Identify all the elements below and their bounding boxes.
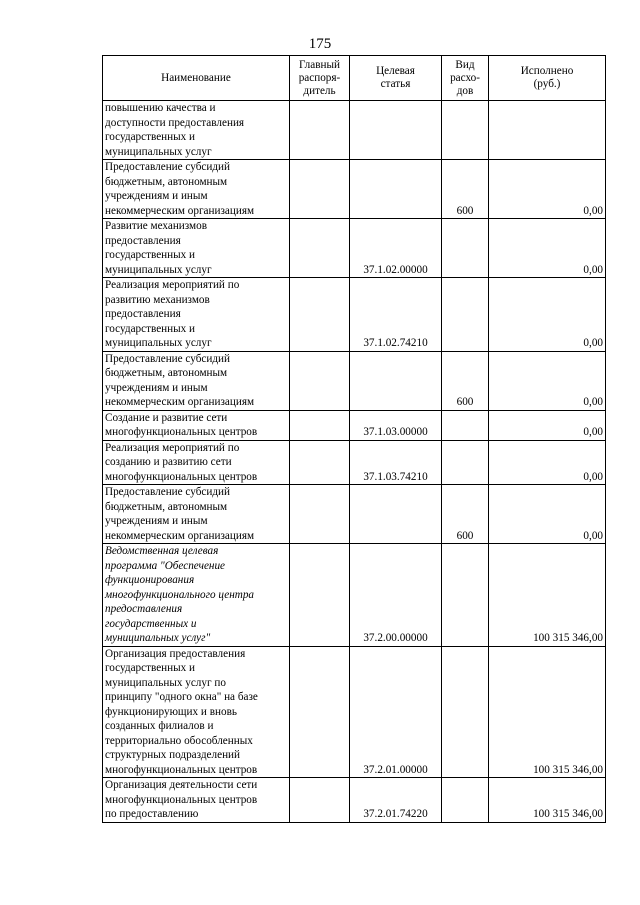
row-admin [290, 410, 350, 440]
row-name [103, 101, 290, 160]
row-name [103, 646, 290, 778]
row-name-line: учреждениям и иным [105, 515, 208, 527]
row-name-line: муниципальных услуг" [105, 632, 211, 644]
row-name-line: по предоставлению [105, 808, 199, 820]
row-admin [290, 278, 350, 352]
row-target [350, 160, 442, 219]
row-admin [290, 219, 350, 278]
row-kind [442, 544, 489, 647]
row-name-line: государственных и [105, 662, 196, 674]
row-sum: 0,00 [489, 351, 606, 410]
row-name-line: бюджетным, автономным [105, 367, 228, 379]
header-admin [290, 56, 350, 101]
row-name [103, 485, 290, 544]
row-name-line: Реализация мероприятий по [105, 279, 240, 291]
row-kind [442, 101, 489, 160]
row-name-line: многофункциональных центров [105, 763, 258, 776]
header-admin-line: распоря- [298, 71, 341, 84]
table-row [103, 410, 606, 440]
page-number: 175 [308, 36, 332, 52]
row-name-line: функционирования [105, 574, 195, 586]
row-kind: 600 [442, 351, 489, 410]
row-name-line: многофункциональных центров [105, 793, 258, 806]
row-name [103, 160, 290, 219]
header-target-line: статья [380, 78, 411, 90]
row-name [103, 410, 290, 440]
row-name-line: бюджетным, автономным [105, 500, 228, 513]
row-name-line: программа "Обеспечение [105, 559, 226, 572]
row-kind: 600 [442, 485, 489, 544]
row-name-line: Организация деятельности сети [105, 779, 258, 791]
table-row [103, 278, 606, 352]
row-name-line: учреждениям и иным [105, 190, 208, 202]
row-name-line: доступности предоставления [105, 116, 245, 129]
row-name-line: созданию и развитию сети [105, 456, 232, 468]
row-name-line: Предоставление субсидий [105, 486, 231, 498]
header-sum [489, 56, 606, 101]
row-target: 37.1.02.00000 [350, 219, 442, 278]
row-sum: 0,00 [489, 485, 606, 544]
row-kind: 600 [442, 160, 489, 219]
row-sum: 0,00 [489, 278, 606, 352]
budget-execution-table [102, 55, 606, 823]
row-name-line: муниципальных услуг [105, 263, 212, 276]
table-row [103, 219, 606, 278]
table-row [103, 778, 606, 823]
row-admin [290, 778, 350, 823]
row-sum: 0,00 [489, 410, 606, 440]
row-name-line: учреждениям и иным [105, 381, 208, 394]
row-sum: 100 315 346,00 [489, 778, 606, 823]
row-admin [290, 440, 350, 485]
row-target: 37.1.03.00000 [350, 410, 442, 440]
row-kind [442, 778, 489, 823]
table-row [103, 101, 606, 160]
row-name-line: повышению качества и [105, 102, 216, 114]
row-kind [442, 278, 489, 352]
row-kind [442, 219, 489, 278]
row-name-line: муниципальных услуг [105, 145, 212, 158]
row-name-line: государственных и [105, 131, 196, 143]
row-name-line: Организация предоставления [105, 647, 246, 660]
row-name-line: некоммерческим организациям [105, 204, 255, 217]
row-name-line: муниципальных услуг [105, 337, 212, 349]
header-target-line: Целевая [376, 65, 415, 77]
header-sum-line: (руб.) [533, 78, 561, 90]
row-target: 37.1.02.74210 [350, 278, 442, 352]
table-row [103, 646, 606, 778]
row-name [103, 544, 290, 647]
header-kind-line: Вид [455, 58, 475, 71]
row-name-line: многофункционального центра [105, 588, 255, 601]
row-name-line: развитию механизмов [105, 293, 210, 306]
row-kind [442, 410, 489, 440]
header-admin-line: дитель [303, 84, 336, 97]
row-name-line: Реализация мероприятий по [105, 441, 240, 454]
header-kind-line: расхо- [450, 71, 480, 84]
row-name-line: государственных и [105, 249, 196, 261]
row-name-line: некоммерческим организациям [105, 529, 255, 542]
row-name-line: многофункциональных центров [105, 470, 258, 483]
row-kind [442, 646, 489, 778]
row-sum [489, 101, 606, 160]
row-admin [290, 544, 350, 647]
row-name-line: предоставления [105, 308, 181, 320]
row-name [103, 351, 290, 410]
row-name-line: предоставления [105, 234, 181, 247]
row-name-line: предоставления [105, 603, 183, 615]
row-admin [290, 160, 350, 219]
row-target [350, 101, 442, 160]
row-target [350, 351, 442, 410]
header-admin-line: Главный [299, 58, 340, 71]
row-name-line: государственных и [105, 617, 197, 630]
table-row [103, 485, 606, 544]
table-row [103, 351, 606, 410]
row-name-line: государственных и [105, 322, 196, 335]
row-name-line: созданных филиалов и [105, 720, 214, 732]
row-name [103, 219, 290, 278]
row-name [103, 278, 290, 352]
table-body [103, 101, 606, 823]
row-name-line: Предоставление субсидий [105, 161, 231, 173]
row-sum: 0,00 [489, 160, 606, 219]
row-name-line: принципу "одного окна" на базе [105, 691, 258, 703]
row-name-line: Ведомственная целевая [105, 545, 219, 557]
table-row [103, 440, 606, 485]
row-target: 37.2.00.00000 [350, 544, 442, 647]
row-sum: 100 315 346,00 [489, 544, 606, 647]
row-sum: 0,00 [489, 440, 606, 485]
row-name-line: Развитие механизмов [105, 220, 208, 232]
table-row [103, 544, 606, 647]
row-admin [290, 485, 350, 544]
row-name [103, 778, 290, 823]
row-name-line: бюджетным, автономным [105, 175, 228, 188]
row-name-line: некоммерческим организациям [105, 396, 255, 408]
header-name: Наименование [103, 56, 290, 101]
row-target: 37.2.01.00000 [350, 646, 442, 778]
row-sum: 100 315 346,00 [489, 646, 606, 778]
row-name-line: структурных подразделений [105, 749, 241, 761]
row-target [350, 485, 442, 544]
header-kind [442, 56, 489, 101]
row-admin [290, 101, 350, 160]
table-row [103, 160, 606, 219]
row-kind [442, 440, 489, 485]
table-header-row [103, 56, 606, 101]
row-name-line: Предоставление субсидий [105, 352, 231, 365]
row-name-line: многофункциональных центров [105, 426, 258, 438]
row-name-line: Создание и развитие сети [105, 411, 228, 424]
row-admin [290, 646, 350, 778]
row-target: 37.2.01.74220 [350, 778, 442, 823]
row-name-line: муниципальных услуг по [105, 676, 226, 689]
header-sum-line: Исполнено [520, 65, 574, 77]
row-name-line: функционирующих и вновь [105, 705, 237, 718]
row-name-line: территориально обособленных [105, 734, 253, 747]
header-target [350, 56, 442, 101]
row-target: 37.1.03.74210 [350, 440, 442, 485]
row-admin [290, 351, 350, 410]
header-kind-line: дов [456, 84, 474, 97]
row-name [103, 440, 290, 485]
row-sum: 0,00 [489, 219, 606, 278]
